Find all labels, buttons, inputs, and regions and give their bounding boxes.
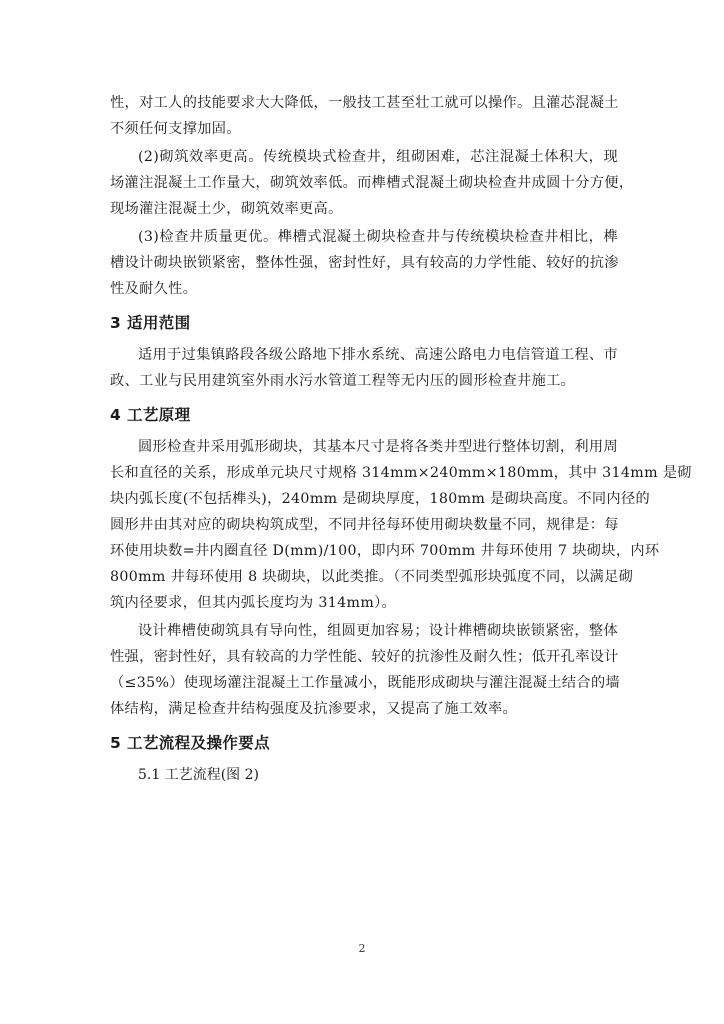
text-line: 圆形检查井采用弧形砌块，其基本尺寸是将各类井型进行整体切割，利用周	[138, 439, 618, 455]
text-line: （≤35%）使现场灌注混凝土工作量减小，既能形成砌块与灌注混凝土结合的墙	[110, 675, 621, 691]
text-line: 体结构，满足检查井结构强度及抗渗要求，又提高了施工效率。	[110, 701, 518, 717]
text-line: 政、工业与民用建筑室外雨水污水管道工程等无内压的圆形检查井施工。	[110, 373, 576, 389]
page-content	[110, 90, 692, 788]
paragraph-efficiency	[110, 144, 634, 222]
paragraph-principle	[110, 434, 692, 616]
section-heading-scope: 3 适用范围	[110, 314, 191, 332]
text-line: 圆形井由其对应的砌块构筑成型，不同井径每环使用砌块数量不同，规律是：每	[110, 517, 619, 533]
text-line: 不须任何支撑加固。	[110, 121, 241, 137]
text-line: 长和直径的关系，形成单元块尺寸规格 314mm×240mm×180mm，其中 314mm 是砌	[110, 465, 692, 481]
text-line: 设计榫槽使砌筑具有导向性，组圆更加容易；设计榫槽砌块嵌锁紧密，整体	[138, 623, 618, 639]
paragraph-scope	[110, 342, 618, 394]
text-line: (3)检查井质量更优。榫槽式混凝土砌块检查井与传统模块检查井相比，榫	[138, 229, 618, 245]
text-line: 800mm 井每环使用 8 块砌块，以此类推。（不同类型弧形块弧度不同，以满足砌	[110, 569, 634, 585]
text-line: 筑内径要求，但其内弧长度均为 314mm）。	[110, 595, 397, 611]
text-line: 场灌注混凝土工作量大，砌筑效率低。而榫槽式混凝土砌块检查井成圆十分方便，	[110, 175, 634, 191]
text-line: 适用于过集镇路段各级公路地下排水系统、高速公路电力电信管道工程、市	[138, 347, 618, 363]
text-line: 性强，密封性好，具有较高的力学性能、较好的抗渗性及耐久性；低开孔率设计	[110, 649, 619, 665]
text-line: 现场灌注混凝土少，砌筑效率更高。	[110, 201, 343, 217]
section-heading-principle: 4 工艺原理	[110, 406, 191, 424]
text-line: (2)砌筑效率更高。传统模块式检查井，组砌困难，芯注混凝土体积大，现	[138, 149, 618, 165]
text-line: 性及耐久性。	[110, 281, 198, 297]
page-number: 2	[358, 942, 366, 955]
text-line: 槽设计砌块嵌锁紧密，整体性强，密封性好，具有较高的力学性能、较好的抗渗	[110, 255, 619, 271]
text-line: 块内弧长度(不包括榫头)，240mm 是砌块厚度，180mm 是砌块高度。不同内径的	[110, 491, 651, 507]
paragraph-tongue-groove-design	[110, 618, 621, 722]
text-line: 性，对工人的技能要求大大降低，一般技工甚至壮工就可以操作。且灌芯混凝土	[110, 95, 619, 111]
text-line: 环使用块数=井内圈直径 D(mm)/100，即内环 700mm 井每环使用 7 块砌块，内环	[110, 543, 660, 559]
subsection-heading-process-flow: 5.1 工艺流程(图 2)	[138, 767, 259, 783]
paragraph-continuation	[110, 90, 618, 142]
paragraph-quality	[110, 224, 618, 302]
section-heading-process: 5 工艺流程及操作要点	[110, 734, 271, 752]
